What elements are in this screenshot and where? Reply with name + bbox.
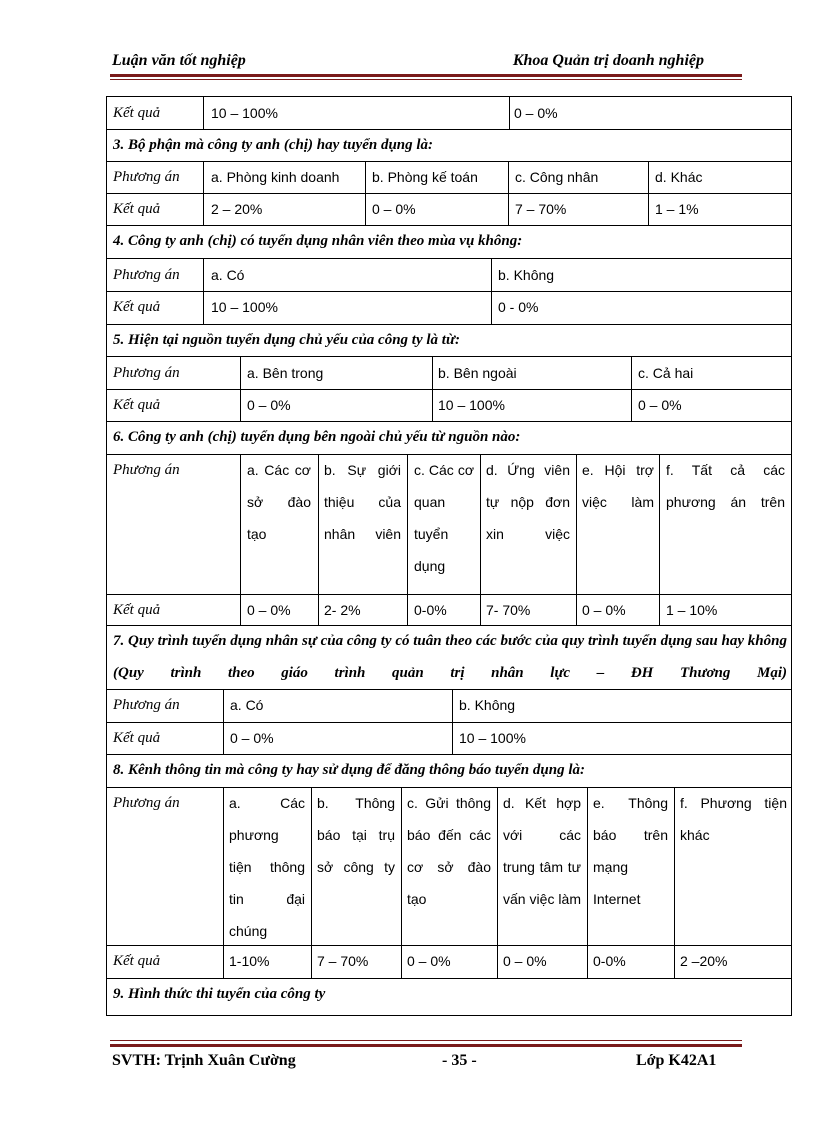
header-left: Luận văn tốt nghiệp	[112, 52, 246, 69]
survey-table	[106, 96, 792, 1016]
label-result: Kết quả	[113, 602, 161, 618]
q3-result: 1 – 1%	[655, 201, 699, 217]
q7-result: 0 – 0%	[230, 730, 274, 746]
label-option: Phương án	[113, 169, 180, 185]
q4-option: b. Không	[498, 267, 555, 283]
footer-student: SVTH: Trịnh Xuân Cường	[112, 1052, 296, 1069]
q8-result: 0 – 0%	[407, 953, 451, 969]
q4-result: 0 - 0%	[498, 299, 539, 315]
q7-option: b. Không	[459, 697, 516, 713]
q8-result: 0-0%	[593, 953, 626, 969]
q8-option: c. Gửi thông báo đến các cơ sở đào tạo	[407, 795, 491, 907]
q8-option: b. Thông báo tại trụ sở công ty	[317, 795, 395, 875]
question-8: 8. Kênh thông tin mà công ty hay sử dụng để đăng thông báo tuyển dụng là:	[113, 762, 585, 778]
footer-rule-thin	[110, 1040, 742, 1041]
q3-result: 7 – 70%	[515, 201, 567, 217]
q3-option: c. Công nhân	[515, 169, 599, 185]
question-4: 4. Công ty anh (chị) có tuyển dụng nhân viên theo mùa vụ không:	[113, 233, 523, 249]
header-rule-thin	[110, 79, 742, 80]
q8-option: f. Phương tiện khác	[680, 795, 787, 843]
q5-result: 0 – 0%	[638, 397, 682, 413]
q6-result: 0 – 0%	[582, 602, 626, 618]
q8-result: 7 – 70%	[317, 953, 369, 969]
label-option: Phương án	[113, 795, 180, 811]
q5-option: a. Bên trong	[247, 365, 324, 381]
q6-result: 7- 70%	[486, 602, 531, 618]
label-result: Kết quả	[113, 201, 161, 217]
question-6: 6. Công ty anh (chị) tuyển dụng bên ngoài chủ yếu từ nguồn nào:	[113, 429, 521, 445]
q8-result: 2 –20%	[680, 953, 728, 969]
label-result: Kết quả	[113, 105, 161, 121]
q3-result: 2 – 20%	[211, 201, 263, 217]
page-number: - 35 -	[442, 1052, 477, 1069]
q6-option: e. Hội trợ việc làm	[582, 462, 654, 510]
footer-rule	[110, 1044, 742, 1047]
label-option: Phương án	[113, 267, 180, 283]
q6-result: 2- 2%	[324, 602, 361, 618]
q6-option: a. Các cơ sở đào tạo	[247, 462, 311, 542]
q8-result: 1-10%	[229, 953, 270, 969]
q6-option: f. Tất cả các phương án trên	[666, 462, 785, 510]
label-result: Kết quả	[113, 730, 161, 746]
q8-option: d. Kết hợp với các trung tâm tư vấn việc làm	[503, 795, 581, 907]
q8-result: 0 – 0%	[503, 953, 547, 969]
top-result-1: 10 – 100%	[211, 105, 278, 121]
q7-result: 10 – 100%	[459, 730, 526, 746]
q8-option: e. Thông báo trên mạng Internet	[593, 795, 668, 907]
header-rule	[110, 74, 742, 77]
header-right: Khoa Quản trị doanh nghiệp	[512, 52, 704, 69]
question-5: 5. Hiện tại nguồn tuyển dụng chủ yếu của công ty là từ:	[113, 332, 460, 348]
q8-option: a. Các phương tiện thông tin đại chúng	[229, 795, 305, 939]
q5-result: 0 – 0%	[247, 397, 291, 413]
q3-option: d. Khác	[655, 169, 703, 185]
q3-option: a. Phòng kinh doanh	[211, 169, 340, 185]
q6-option: b. Sự giới thiệu của nhân viên	[324, 462, 401, 542]
q6-option: c. Các cơ quan tuyển dụng	[414, 462, 474, 574]
question-9: 9. Hình thức thi tuyển của công ty	[113, 986, 326, 1002]
label-result: Kết quả	[113, 397, 161, 413]
question-7: 7. Quy trình tuyển dụng nhân sự của công ty có tuân theo các bước của quy trình tuyển dụng sau hay không (Quy trình theo giáo trình quản trị nhân lực – ĐH Thương Mại)	[113, 633, 787, 681]
question-3: 3. Bộ phận mà công ty anh (chị) hay tuyển dụng là:	[113, 137, 434, 153]
q3-result: 0 – 0%	[372, 201, 416, 217]
q6-result: 0 – 0%	[247, 602, 291, 618]
q6-option: d. Ứng viên tự nộp đơn xin việc	[486, 462, 570, 542]
q5-option: c. Cả hai	[638, 365, 694, 381]
footer-class: Lớp K42A1	[636, 1052, 717, 1069]
label-option: Phương án	[113, 462, 180, 478]
q7-option: a. Có	[230, 697, 264, 713]
label-result: Kết quả	[113, 299, 161, 315]
top-result-2: 0 – 0%	[514, 105, 558, 121]
q4-result: 10 – 100%	[211, 299, 278, 315]
label-result: Kết quả	[113, 953, 161, 969]
q4-option: a. Có	[211, 267, 245, 283]
label-option: Phương án	[113, 365, 180, 381]
q5-result: 10 – 100%	[438, 397, 505, 413]
label-option: Phương án	[113, 697, 180, 713]
q3-option: b. Phòng kế toán	[372, 169, 478, 185]
q6-result: 0-0%	[414, 602, 447, 618]
q6-result: 1 – 10%	[666, 602, 718, 618]
q5-option: b. Bên ngoài	[438, 365, 517, 381]
